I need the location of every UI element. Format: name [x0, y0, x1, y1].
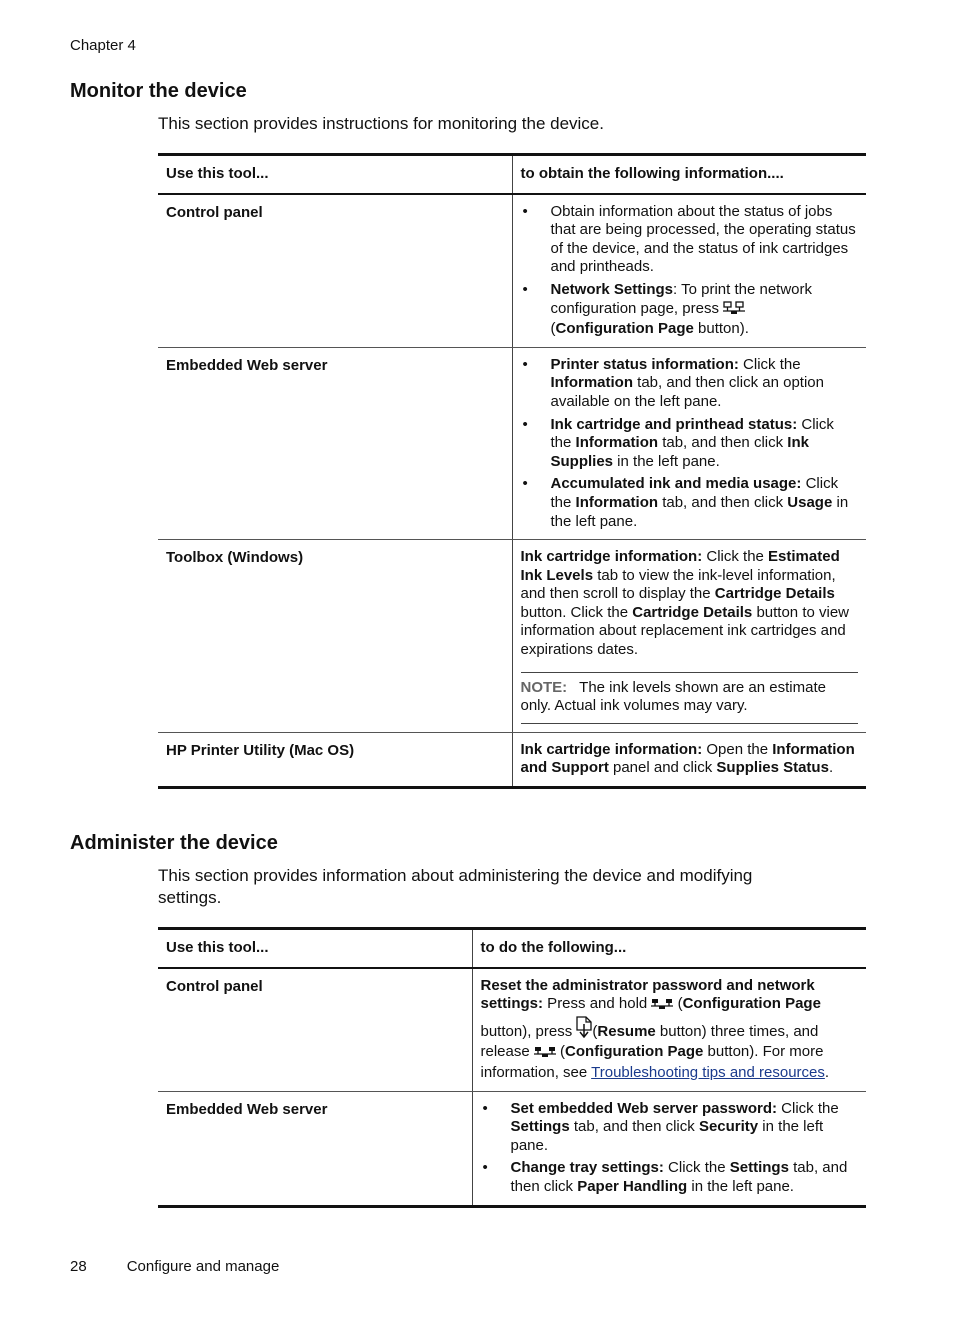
tool-name: Embedded Web server — [158, 347, 512, 539]
info-cell — [512, 347, 866, 539]
list-item: • Change tray settings: Click the Settings tab, and then click Paper Handling in the left pane. — [482, 1159, 848, 1195]
tool-name: HP Printer Utility (Mac OS) — [158, 732, 512, 787]
list-item: • Printer status information: Click the Information tab, and then click an option available on the left pane. — [522, 355, 824, 410]
troubleshooting-link[interactable]: Troubleshooting tips and resources — [591, 1063, 825, 1081]
section-title-monitor: Monitor the device — [70, 80, 247, 102]
info-cell: Ink cartridge information: Open the Information and Support panel and click Supplies Status. — [512, 732, 866, 787]
column-header-action: to do the following... — [472, 929, 866, 968]
list-item: • Network Settings: To print the network configuration page, press (Configuration Page button). — [522, 280, 812, 338]
list-item: • Obtain information about the status of jobs that are being processed, the operating status of the device, and the status of ink cartridges and printheads. — [522, 202, 856, 276]
tool-name: Control panel — [158, 194, 512, 348]
page-number: 28 — [70, 1258, 87, 1275]
table-header-row — [158, 155, 866, 194]
list-item: • Ink cartridge and printhead status: Click the Information tab, and then click Ink Supplies in the left pane. — [522, 415, 834, 470]
table-row — [158, 194, 866, 348]
tool-name: Toolbox (Windows) — [158, 540, 512, 733]
tool-name: Embedded Web server — [158, 1091, 472, 1206]
table-header-row — [158, 929, 866, 968]
config-page-icon — [534, 1045, 556, 1064]
tool-name: Control panel — [158, 968, 472, 1091]
footer-section: Configure and manage — [126, 1258, 280, 1275]
section-intro-administer: This section provides information about administering the device and modifying settings. — [158, 866, 753, 907]
note-box — [521, 672, 859, 724]
info-cell: Reset the administrator password and network settings: Press and hold (Configuration Page button), press (Resume button) three times, and release (Configuration Page button). For more information, see Troubleshooting tips and resources. — [472, 968, 866, 1091]
administer-table — [158, 927, 866, 1208]
table-row — [158, 968, 866, 1091]
table-row — [158, 1091, 866, 1206]
info-cell — [472, 1091, 866, 1206]
monitor-table — [158, 153, 866, 789]
network-config-icon — [723, 301, 745, 321]
column-header-tool: Use this tool... — [158, 155, 512, 194]
list-item: • Set embedded Web server password: Click the Settings tab, and then click Security in the left pane. — [482, 1099, 839, 1154]
list-item: • Accumulated ink and media usage: Click the Information tab, and then click Usage in the left pane. — [522, 475, 849, 530]
chapter-label: Chapter 4 — [70, 37, 136, 54]
resume-icon — [576, 1016, 592, 1044]
section-intro-monitor: This section provides instructions for monitoring the device. — [158, 114, 604, 133]
table-row — [158, 347, 866, 539]
table-row — [158, 732, 866, 787]
section-title-administer: Administer the device — [70, 832, 278, 854]
note-label: NOTE: — [520, 678, 568, 696]
column-header-info: to obtain the following information.... — [512, 155, 866, 194]
page-footer — [70, 1258, 279, 1275]
table-row — [158, 540, 866, 733]
info-cell: Ink cartridge information: Click the Estimated Ink Levels tab to view the ink-level information, and then scroll to display the Cartridge Details button. Click the Cartridge Details button to view information about replacement ink cartridges and expirations dates. NOTE: The ink levels shown are an estimate only. Actual ink volumes may vary. — [512, 540, 866, 733]
info-cell — [512, 194, 866, 348]
config-page-icon — [651, 997, 673, 1016]
column-header-tool: Use this tool... — [158, 929, 472, 968]
note-text: The ink levels shown are an estimate only. Actual ink volumes may vary. — [520, 678, 826, 715]
